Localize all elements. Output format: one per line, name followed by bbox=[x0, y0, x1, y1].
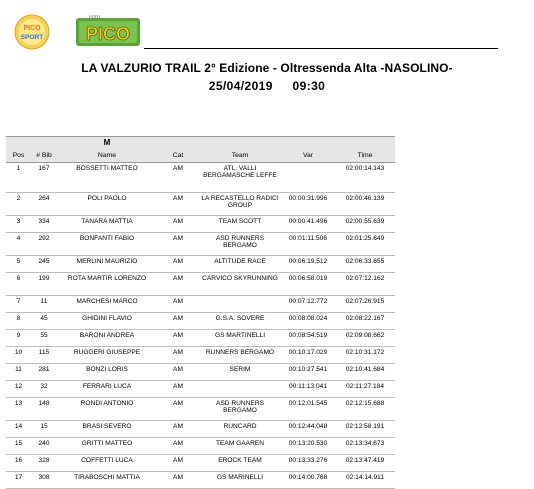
cell-bib: 292 bbox=[31, 233, 57, 256]
cell-time: 02:12:15.688 bbox=[335, 398, 395, 421]
cell-var: 00:10:17.029 bbox=[281, 347, 335, 364]
cell-time: 02:12:58.191 bbox=[335, 421, 395, 438]
cell-team bbox=[199, 381, 281, 398]
cell-pos: 4 bbox=[6, 233, 31, 256]
cell-time: 02:09:08.662 bbox=[335, 330, 395, 347]
cell-name: MARCHESI MARCO bbox=[57, 296, 157, 313]
cell-time: 02:08:22.167 bbox=[335, 313, 395, 330]
cell-time: 02:10:31.172 bbox=[335, 347, 395, 364]
cell-cat: AM bbox=[157, 421, 199, 438]
header-pos: Pos bbox=[6, 149, 31, 163]
cell-pos: 12 bbox=[6, 381, 31, 398]
cell-team: RUNNERS BERGAMO bbox=[199, 347, 281, 364]
cell-bib: 328 bbox=[31, 455, 57, 472]
cell-team: CARVICO SKYRUNNING bbox=[199, 273, 281, 296]
table-header-row bbox=[6, 149, 395, 163]
logo-pico-big-text: PICO bbox=[85, 24, 131, 44]
table-row bbox=[6, 421, 395, 438]
cell-name: MERLINI MAURIZIO bbox=[57, 256, 157, 273]
cell-var: 00:08:54.519 bbox=[281, 330, 335, 347]
pico-foto-logo bbox=[75, 12, 141, 48]
cell-name: BOSSETTI MATTEO bbox=[57, 163, 157, 193]
cell-name: POLI PAOLO bbox=[57, 193, 157, 216]
cell-name: TANARA MATTIA bbox=[57, 216, 157, 233]
cell-team: ALTITUDE RACE bbox=[199, 256, 281, 273]
cell-name: COFFETTI LUCA bbox=[57, 455, 157, 472]
cell-cat: AM bbox=[157, 313, 199, 330]
cell-pos: 10 bbox=[6, 347, 31, 364]
cell-pos: 17 bbox=[6, 472, 31, 489]
cell-team: ATL. VALLI BERGAMASCHE LEFFE bbox=[199, 163, 281, 193]
cell-bib: 334 bbox=[31, 216, 57, 233]
results-table bbox=[6, 136, 395, 489]
cell-name: TIRABOSCHI MATTIA bbox=[57, 472, 157, 489]
cell-name: ROTA MARTIR LORENZO bbox=[57, 273, 157, 296]
cell-cat: AM bbox=[157, 364, 199, 381]
table-row bbox=[6, 455, 395, 472]
cell-team: EROCK TEAM bbox=[199, 455, 281, 472]
cell-cat: AM bbox=[157, 296, 199, 313]
cell-var: 00:06:19.512 bbox=[281, 256, 335, 273]
cell-name: GRITTI MATTEO bbox=[57, 438, 157, 455]
table-row bbox=[6, 163, 395, 193]
cell-time: 02:14:14.911 bbox=[335, 472, 395, 489]
cell-cat: AM bbox=[157, 273, 199, 296]
header-name: Name bbox=[57, 149, 157, 163]
cell-cat: AM bbox=[157, 233, 199, 256]
cell-var: 00:00:41.496 bbox=[281, 216, 335, 233]
cell-var: 00:06:58.019 bbox=[281, 273, 335, 296]
cell-time: 02:13:34.673 bbox=[335, 438, 395, 455]
header-rule bbox=[144, 48, 498, 49]
event-time: 09:30 bbox=[292, 79, 326, 93]
cell-cat: AM bbox=[157, 438, 199, 455]
cell-cat: AM bbox=[157, 330, 199, 347]
cell-time: 02:00:14.143 bbox=[335, 163, 395, 193]
cell-pos: 1 bbox=[6, 163, 31, 193]
table-row bbox=[6, 193, 395, 216]
table-row bbox=[6, 347, 395, 364]
cell-name: BONZI LORIS bbox=[57, 364, 157, 381]
cell-cat: AM bbox=[157, 256, 199, 273]
cell-var: 00:10:27.541 bbox=[281, 364, 335, 381]
cell-team: LA RECASTELLO RADICI GROUP bbox=[199, 193, 281, 216]
cell-cat: AM bbox=[157, 163, 199, 193]
cell-time: 02:07:12.162 bbox=[335, 273, 395, 296]
cell-bib: 11 bbox=[31, 296, 57, 313]
table-row bbox=[6, 364, 395, 381]
cell-pos: 13 bbox=[6, 398, 31, 421]
cell-pos: 5 bbox=[6, 256, 31, 273]
pico-sport-logo bbox=[14, 14, 50, 50]
header-cat: Cat bbox=[157, 149, 199, 163]
cell-cat: AM bbox=[157, 216, 199, 233]
cell-var: 00:13:20.530 bbox=[281, 438, 335, 455]
cell-var bbox=[281, 163, 335, 193]
cell-name: BONFANTI FABIO bbox=[57, 233, 157, 256]
cell-bib: 240 bbox=[31, 438, 57, 455]
cell-time: 02:07:26.915 bbox=[335, 296, 395, 313]
table-row bbox=[6, 256, 395, 273]
table-row bbox=[6, 398, 395, 421]
cell-time: 02:00:46.139 bbox=[335, 193, 395, 216]
event-datetime bbox=[0, 79, 534, 93]
cell-team: G.S.A. SOVERE bbox=[199, 313, 281, 330]
cell-team: RUNCARD bbox=[199, 421, 281, 438]
cell-bib: 115 bbox=[31, 347, 57, 364]
cell-time: 02:10:41.684 bbox=[335, 364, 395, 381]
cell-bib: 308 bbox=[31, 472, 57, 489]
cell-team: TEAM SCOTT bbox=[199, 216, 281, 233]
cell-name: GHIDINI FLAVIO bbox=[57, 313, 157, 330]
cell-bib: 148 bbox=[31, 398, 57, 421]
logo-sport-text: SPORT bbox=[20, 34, 44, 41]
cell-team: GS MARTINELLI bbox=[199, 330, 281, 347]
cell-name: RUGGERI GIUSEPPE bbox=[57, 347, 157, 364]
cell-cat: AM bbox=[157, 347, 199, 364]
header-time: Time bbox=[335, 149, 395, 163]
header-team: Team bbox=[199, 149, 281, 163]
table-row bbox=[6, 233, 395, 256]
cell-var: 00:07:12.772 bbox=[281, 296, 335, 313]
cell-bib: 281 bbox=[31, 364, 57, 381]
cell-bib: 245 bbox=[31, 256, 57, 273]
header-var: Var bbox=[281, 149, 335, 163]
cell-name: RONDI ANTONIO bbox=[57, 398, 157, 421]
cell-var: 00:12:01.545 bbox=[281, 398, 335, 421]
cell-name: FERRARI LUCA bbox=[57, 381, 157, 398]
cell-time: 02:06:33.655 bbox=[335, 256, 395, 273]
event-date: 25/04/2019 bbox=[208, 79, 273, 93]
cell-team: GS MARINELLI bbox=[199, 472, 281, 489]
cell-bib: 199 bbox=[31, 273, 57, 296]
cell-cat: AM bbox=[157, 472, 199, 489]
cell-name: BRASI SEVERO bbox=[57, 421, 157, 438]
cell-cat: AM bbox=[157, 455, 199, 472]
cell-pos: 11 bbox=[6, 364, 31, 381]
logo-pico-text: PICO bbox=[23, 25, 41, 32]
cell-var: 00:12:44.048 bbox=[281, 421, 335, 438]
cell-team: ASD RUNNERS BERGAMO bbox=[199, 233, 281, 256]
cell-bib: 167 bbox=[31, 163, 57, 193]
cell-pos: 8 bbox=[6, 313, 31, 330]
table-row bbox=[6, 216, 395, 233]
table-row bbox=[6, 330, 395, 347]
cell-var: 00:01:11.506 bbox=[281, 233, 335, 256]
cell-var: 00:00:31.996 bbox=[281, 193, 335, 216]
cell-time: 02:01:25.649 bbox=[335, 233, 395, 256]
cell-var: 00:14:00.768 bbox=[281, 472, 335, 489]
cell-pos: 2 bbox=[6, 193, 31, 216]
cell-pos: 3 bbox=[6, 216, 31, 233]
cell-pos: 14 bbox=[6, 421, 31, 438]
table-row bbox=[6, 381, 395, 398]
cell-cat: AM bbox=[157, 398, 199, 421]
cell-time: 02:11:27.184 bbox=[335, 381, 395, 398]
cell-time: 02:00:55.639 bbox=[335, 216, 395, 233]
cell-bib: 55 bbox=[31, 330, 57, 347]
table-row bbox=[6, 273, 395, 296]
cell-time: 02:13:47.419 bbox=[335, 455, 395, 472]
cell-pos: 6 bbox=[6, 273, 31, 296]
cell-cat: AM bbox=[157, 381, 199, 398]
cell-var: 00:11:13.041 bbox=[281, 381, 335, 398]
cell-bib: 32 bbox=[31, 381, 57, 398]
cell-pos: 9 bbox=[6, 330, 31, 347]
category-label: M bbox=[57, 137, 157, 150]
cell-pos: 15 bbox=[6, 438, 31, 455]
table-row bbox=[6, 472, 395, 489]
table-row bbox=[6, 438, 395, 455]
table-row bbox=[6, 296, 395, 313]
cell-bib: 15 bbox=[31, 421, 57, 438]
cell-bib: 45 bbox=[31, 313, 57, 330]
event-title: LA VALZURIO TRAIL 2° Edizione - Oltressenda Alta -NASOLINO- bbox=[81, 61, 453, 75]
cell-team bbox=[199, 296, 281, 313]
logo-foto-text: FOTO bbox=[89, 14, 101, 19]
table-row bbox=[6, 313, 395, 330]
cell-pos: 7 bbox=[6, 296, 31, 313]
cell-team: ASD RUNNERS BERGAMO bbox=[199, 398, 281, 421]
cell-cat: AM bbox=[157, 193, 199, 216]
cell-name: BARONI ANDREA bbox=[57, 330, 157, 347]
cell-bib: 264 bbox=[31, 193, 57, 216]
cell-pos: 16 bbox=[6, 455, 31, 472]
cell-var: 00:08:08.024 bbox=[281, 313, 335, 330]
category-row bbox=[6, 137, 395, 150]
header-bib: # Bib bbox=[31, 149, 57, 163]
cell-team: TEAM GAAREN bbox=[199, 438, 281, 455]
cell-team: SERIM bbox=[199, 364, 281, 381]
cell-var: 00:13:33.276 bbox=[281, 455, 335, 472]
